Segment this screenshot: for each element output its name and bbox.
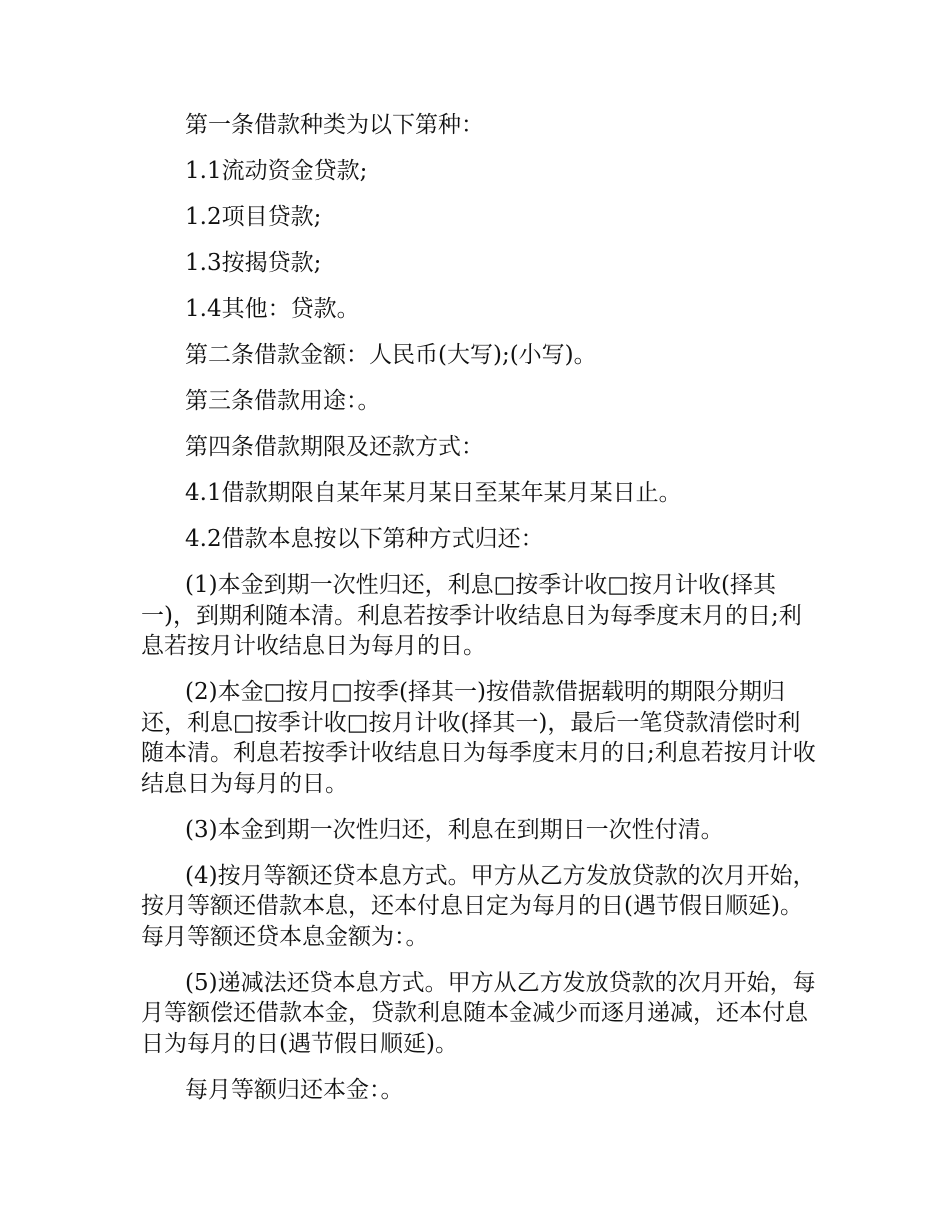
item-1-1: 1.1流动资金贷款; — [185, 158, 368, 184]
repayment-option-5: (5)递减法还贷本息方式。甲方从乙方发放贷款的次月开始，每月等额偿还借款本金，贷款利息随本金减少而逐月递减，还本付息日为每月的日(遇节假日顺延)。 — [141, 969, 816, 1057]
item-4-1: 4.1借款期限自某年某月某日至某年某月某日止。 — [185, 480, 682, 506]
article-4-heading: 第四条借款期限及还款方式： — [185, 434, 484, 460]
item-4-2: 4.2借款本息按以下第种方式归还： — [185, 526, 544, 552]
repayment-option-3: (3)本金到期一次性归还，利息在到期日一次性付清。 — [185, 816, 724, 843]
item-1-3: 1.3按揭贷款; — [185, 250, 322, 276]
monthly-principal: 每月等额归还本金：。 — [185, 1076, 404, 1103]
repayment-option-1: (1)本金到期一次性归还，利息□按季计收□按月计收(择其一)，到期利随本清。利息若按季计收结息日为每季度末月的日;利息若按月计收结息日为每月的日。 — [141, 572, 802, 659]
repayment-option-2: (2)本金□按月□按季(择其一)按借款借据载明的期限分期归还，利息□按季计收□按月计收(择其一)，最后一笔贷款清偿时利随本清。利息若按季计收结息日为每季度末月的日;利息若按月计收结息日为每月的日。 — [141, 679, 816, 797]
article-2-amount: 第二条借款金额：人民币(大写);(小写)。 — [185, 342, 597, 368]
article-1-heading: 第一条借款种类为以下第种： — [185, 112, 484, 138]
document-page — [141, 110, 821, 1121]
item-1-4: 1.4其他：贷款。 — [185, 296, 360, 322]
repayment-option-4: (4)按月等额还贷本息方式。甲方从乙方发放贷款的次月开始，按月等额还借款本息，还本付息日定为每月的日(遇节假日顺延)。每月等额还贷本息金额为：。 — [141, 862, 816, 950]
item-1-2: 1.2项目贷款; — [185, 204, 322, 230]
article-3-purpose: 第三条借款用途：。 — [185, 388, 381, 414]
